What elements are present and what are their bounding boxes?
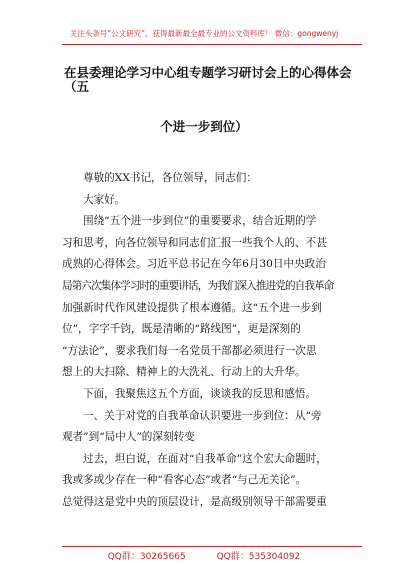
footer-qq-group-1: QQ群：30265665 bbox=[107, 552, 186, 562]
header-divider bbox=[62, 44, 362, 45]
body-line: 习和思考，向各位领导和同志们汇报一些我个人的、不甚 bbox=[62, 236, 327, 249]
document-body bbox=[62, 168, 362, 514]
body-line: 加强新时代作风建设提供了根本遵循。这“五个进一步到 bbox=[62, 301, 322, 314]
body-line: 下面，我聚焦这五个方面，谈谈我的反思和感悟。 bbox=[83, 387, 317, 400]
footer-qq-group-2: QQ群：535304092 bbox=[216, 552, 301, 562]
body-line: 想上的大扫除、精神上的大洗礼、行动上的大升华。 bbox=[62, 366, 306, 379]
greeting: 大家好。 bbox=[83, 193, 126, 206]
body-line: “方法论”，要求我们每一名党员干部都必须进行一次思 bbox=[62, 344, 317, 357]
body-line: 我或多或少存在一种“看客心态”或者“与己无关论”。 bbox=[62, 474, 307, 487]
document-title-line1: 在县委理论学习中心组专题学习研讨会上的心得体会（五 bbox=[64, 65, 352, 94]
section-heading: 一、关于对党的自我革命认识要进一步到位：从“旁 bbox=[83, 409, 322, 422]
document-title-line2: 个进一步到位） bbox=[160, 119, 248, 134]
body-line: 局第六次集体学习时的重要讲话，为我们深入推进党的自我革命 bbox=[62, 279, 334, 292]
body-line: 位”，字字千钧，既是清晰的“路线图”，更是深刻的 bbox=[62, 323, 301, 336]
section-heading-cont: 观者”到“局中人”的深刻转变 bbox=[62, 431, 195, 444]
body-line: 过去，坦白说，在面对“自我革命”这个宏大命题时， bbox=[83, 452, 327, 465]
salutation: 尊敬的XX书记，各位领导，同志们： bbox=[83, 172, 257, 184]
body-line: 总觉得这是党中央的顶层设计，是高级别领导干部需要重 bbox=[62, 495, 327, 508]
body-line: 成熟的心得体会。习近平总书记在今年6月30日中央政治 bbox=[62, 258, 326, 271]
footer-banner bbox=[0, 549, 408, 562]
body-line: 围绕“五个进一步到位”的重要要求，结合近期的学 bbox=[83, 215, 317, 228]
header-banner: 关注头条号“公文研究”，获得最新最全最专业的公文资料库！ 微信：gongwenyj bbox=[69, 29, 339, 38]
footer-divider bbox=[62, 546, 362, 547]
